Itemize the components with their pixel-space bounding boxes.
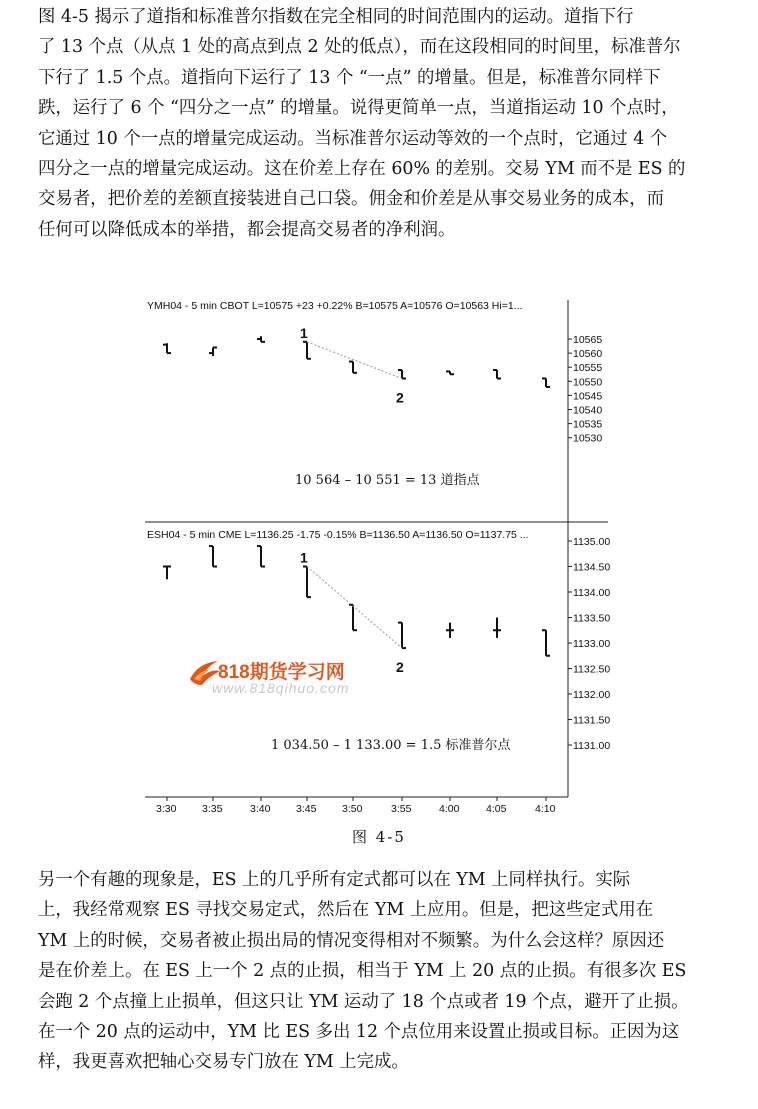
text-line: 另一个有趣的现象是，ES 上的几乎所有定式都可以在 YM 上同样执行。实际: [38, 870, 631, 890]
y-tick-label: 10530: [573, 432, 603, 445]
text-line: 它通过 10 个一点的增量完成运动。当标准普尔运动等效的一个点时，它通过 4 个: [38, 128, 668, 149]
y-tick-label: 10560: [573, 348, 603, 361]
y-tick-label: 10535: [573, 418, 603, 431]
text-line: 了 13 个点（从点 1 处的高点到点 2 处的低点），而在这段相同的时间里，标准普尔: [38, 37, 681, 58]
point-2-label: 2: [396, 659, 404, 676]
y-tick-label: 1131.00: [573, 740, 611, 752]
x-tick-label: 4:05: [486, 803, 507, 815]
watermark-title: 818期货学习网: [218, 662, 345, 683]
point-1-label: 1: [300, 549, 308, 566]
y-tick-label: 10555: [573, 362, 603, 375]
x-tick-label: 4:00: [439, 803, 460, 815]
panel-header: YMH04 - 5 min CBOT L=10575 +23 +0.22% B=10575 A=10576 O=10563 Hi=1...: [147, 300, 523, 312]
text-line: 交易者，把价差的差额直接装进自己口袋。佣金和价差是从事交易业务的成本，而: [38, 189, 665, 210]
y-tick-label: 10550: [573, 376, 603, 389]
x-tick-label: 3:50: [342, 803, 363, 815]
text-line: 是在价差上。在 ES 上一个 2 点的止损，相当于 YM 上 20 点的止损。有很多次 ES: [38, 961, 687, 982]
y-tick-label: 1134.00: [573, 587, 611, 599]
watermark-url: www.818qihuo.com: [212, 680, 350, 696]
x-tick-label: 4:10: [535, 803, 556, 815]
y-tick-label: 1133.00: [573, 638, 611, 650]
y-tick-label: 1133.50: [573, 612, 611, 625]
x-tick-label: 3:40: [250, 803, 271, 815]
y-tick-label: 1132.50: [573, 663, 611, 676]
text-line: 下行了 1.5 个点。道指向下运行了 13 个 “一点” 的增量。但是，标准普尔同样下: [38, 67, 661, 88]
text-line: YM 上的时候，交易者被止损出局的情况变得相对不频繁。为什么会这样？原因还: [38, 930, 665, 951]
text-line: 在一个 20 点的运动中，YM 比 ES 多出 12 个点位用来设置止损或目标。正因为这: [38, 1022, 680, 1043]
paragraph-setups: [38, 865, 724, 1078]
y-tick-label: 1131.50: [573, 714, 611, 727]
y-tick-label: 10540: [573, 404, 603, 417]
y-tick-label: 10545: [573, 390, 603, 403]
panel-header: ESH04 - 5 min CME L=1136.25 -1.75 -0.15% B=1136.50 A=1136.50 O=1137.75 ...: [147, 529, 529, 541]
watermark-logo: [188, 657, 388, 705]
text-line: 样，我更喜欢把轴心交易专门放在 YM 上完成。: [38, 1052, 409, 1073]
x-tick-label: 3:30: [156, 803, 177, 815]
y-tick-label: 1132.00: [573, 689, 611, 701]
y-tick-label: 1134.50: [573, 561, 611, 574]
text-line: 图 4-5 揭示了道指和标准普尔指数在完全相同的时间范围内的运动。道指下行: [38, 7, 634, 27]
figure-caption: 图 4-5: [352, 828, 406, 846]
point-1-label: 1: [300, 324, 308, 341]
text-line: 四分之一点的增量完成运动。这在价差上存在 60% 的差别。交易 YM 而不是 ES 的: [38, 159, 686, 180]
text-line: 上，我经常观察 ES 寻找交易定式，然后在 YM 上应用。但是，把这些定式用在: [38, 900, 654, 921]
x-tick-label: 3:55: [391, 803, 412, 815]
y-tick-label: 1135.00: [573, 536, 611, 548]
panel-annotation: 1 034.50 – 1 133.00 = 1.5 标准普尔点: [271, 738, 511, 753]
text-line: 跌，运行了 6 个 “四分之一点” 的增量。说得更简单一点，当道指运动 10 个点时，: [38, 98, 679, 119]
panel-annotation: 10 564 – 10 551 = 13 道指点: [295, 473, 480, 488]
y-tick-label: 10565: [573, 334, 603, 346]
point-2-label: 2: [396, 389, 404, 406]
text-line: 任何可以降低成本的举措，都会提高交易者的净利润。: [38, 219, 456, 240]
x-tick-label: 3:45: [296, 803, 317, 815]
x-tick-label: 3:35: [202, 803, 223, 815]
trend-line: [307, 567, 402, 649]
text-line: 会跑 2 个点撞上止损单，但这只让 YM 运动了 18 个点或者 19 个点，避开了止损。: [38, 991, 689, 1012]
